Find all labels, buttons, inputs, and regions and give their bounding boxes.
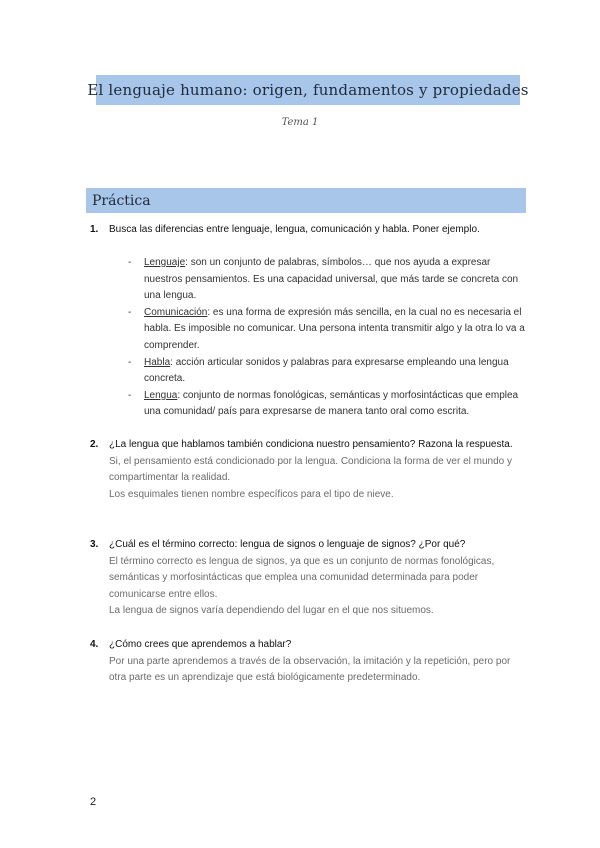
definition-text: : acción articular sonidos y palabras para expresarse empleando una lengua concreta. xyxy=(144,356,509,385)
question-number: 3. xyxy=(90,539,99,550)
question-4 xyxy=(90,637,530,687)
list-dash: - xyxy=(128,389,132,401)
definition-item xyxy=(128,305,528,355)
page-number: 2 xyxy=(90,796,97,808)
answer-paragraph: El término correcto es lengua de signos, ya que es un conjunto de normas fonológicas, semánticas y morfosintácticas que emplea una comunidad determinada para poder comunicarse entre ellos. xyxy=(109,555,495,600)
question-number: 2. xyxy=(90,439,99,450)
answer-paragraph: Los esquimales tienen nombre específicos para el tipo de nieve. xyxy=(109,488,394,500)
question-3 xyxy=(90,537,530,620)
list-dash: - xyxy=(128,356,132,368)
definition-text: : conjunto de normas fonológicas, semánticas y morfosintácticas que emplea una comunidad/ país para expresarse de manera tanto oral como escrita. xyxy=(144,389,519,418)
question-2 xyxy=(90,437,530,503)
answer-paragraph: La lengua de signos varía dependiendo del lugar en el que nos situemos. xyxy=(109,605,434,616)
question-1 xyxy=(90,222,530,239)
definition-term: Lengua xyxy=(144,389,178,401)
definition-item xyxy=(128,255,528,305)
list-dash: - xyxy=(128,306,132,318)
question-text: ¿Cuál es el término correcto: lengua de signos o lenguaje de signos? ¿Por qué? xyxy=(109,539,466,550)
definition-term: Lenguaje xyxy=(144,257,186,268)
document-subtitle: Tema 1 xyxy=(281,117,319,128)
definition-item xyxy=(128,388,528,421)
section-header xyxy=(86,188,526,213)
definition-item xyxy=(128,355,528,388)
question-text: ¿Cómo crees que aprendemos a hablar? xyxy=(109,639,292,650)
definition-text: : es una forma de expresión más sencilla, en la cual no es necesaria el habla. Es imposible no comunicar. Una persona intenta transmitir algo y la otra lo va a comprender. xyxy=(144,306,525,351)
definition-text: : son un conjunto de palabras, símbolos… que nos ayuda a expresar nuestros pensamientos. Es una capacidad universal, que más tarde se concreta con una lengua. xyxy=(144,257,519,302)
question-number: 4. xyxy=(90,639,99,650)
question-text: Busca las diferencias entre lenguaje, lengua, comunicación y habla. Poner ejemplo. xyxy=(109,224,480,235)
document-title xyxy=(87,75,529,105)
section-title: Práctica xyxy=(92,192,151,209)
definition-list xyxy=(128,255,528,421)
definition-term: Habla xyxy=(144,356,171,368)
list-dash: - xyxy=(128,257,132,268)
question-text: ¿La lengua que hablamos también condiciona nuestro pensamiento? Razona la respuesta. xyxy=(109,439,513,450)
definition-term: Comunicación xyxy=(144,306,208,318)
answer-paragraph: Si, el pensamiento está condicionado por la lengua. Condiciona la forma de ver el mundo y compartimentar la realidad. xyxy=(109,455,513,483)
question-number: 1. xyxy=(90,224,99,235)
document-title-text: El lenguaje humano: origen, fundamentos y propiedades xyxy=(87,81,529,99)
answer-paragraph: Por una parte aprendemos a través de la observación, la imitación y la repetición, pero por otra parte es un aprendizaje que está biológicamente predeterminado. xyxy=(109,655,511,683)
